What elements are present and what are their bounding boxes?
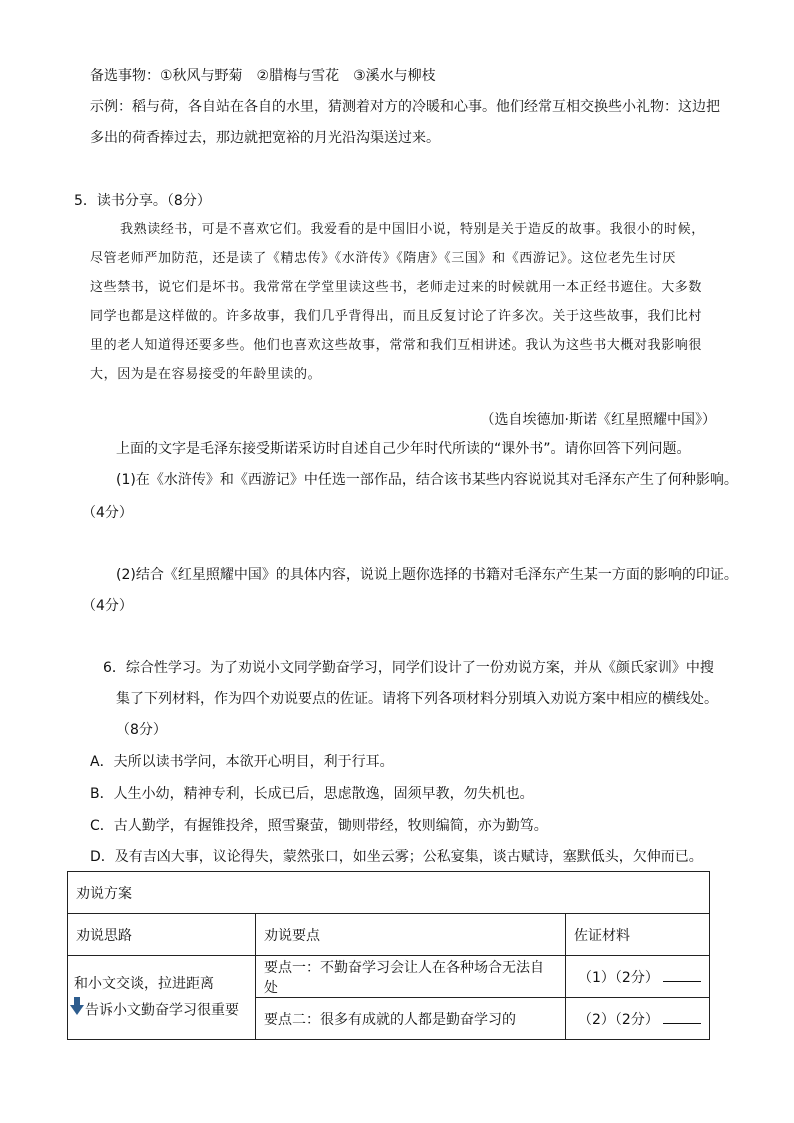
evidence-2: （2）（2分）: [578, 1011, 659, 1028]
evidence-2-cell: [566, 998, 710, 1040]
persuasion-plan-table: [67, 871, 710, 1040]
point-1: 要点一：不勤奋学习会让人在各种场合无法自处: [256, 956, 566, 998]
example-line-2: 多出的荷香捧过去，那边就把宽裕的月光沿沟渠送过来。: [90, 130, 440, 146]
header-evidence: 佐证材料: [566, 914, 710, 956]
q6-line-1: 6．综合性学习。为了劝说小文同学勤奋学习，同学们设计了一份劝说方案，并从《颜氏家训》中搜: [103, 660, 714, 676]
answer-blank-1[interactable]: [663, 969, 701, 982]
idea-2-row: [70, 997, 247, 1024]
q5-sub2: (2)结合《红星照耀中国》的具体内容，说说上题你选择的书籍对毛泽东产生某一方面的影响的印证。: [116, 567, 738, 583]
q6-score: （8分）: [116, 722, 167, 738]
q5-sub2-score: （4分）: [82, 598, 133, 614]
q6-line-2: 集了下列材料，作为四个劝说要点的佐证。请将下列各项材料分别填入劝说方案中相应的横线处。: [116, 691, 718, 707]
plan-ideas-cell: [68, 956, 256, 1040]
q5-passage-line: 里的老人知道得还要多些。他们也喜欢这些故事，常常和我们互相讲述。我认为这些书大概对我影响很: [90, 338, 703, 353]
q5-sub1-score: （4分）: [82, 505, 133, 521]
q6-choice-b: B．人生小幼，精神专利，长成已后，思虑散逸，固须早教，勿失机也。: [90, 786, 534, 802]
q5-passage-line: 大，因为是在容易接受的年龄里读的。: [90, 367, 322, 382]
idea-1: 和小文交谈，拉进距离: [74, 976, 214, 992]
q6-choice-c: C．古人勤学，有握锥投斧，照雪聚萤，锄则带经，牧则编简，亦为勤笃。: [90, 818, 548, 834]
evidence-1: （1）（2分）: [578, 969, 659, 986]
example-line-1: 示例：稻与荷，各自站在各自的水里，猜测着对方的冷暖和心事。他们经常互相交换些小礼物：这边把: [90, 99, 720, 115]
header-point: 劝说要点: [256, 914, 566, 956]
q5-passage-line: 同学也都是这样做的。许多故事，我们几乎背得出，而且反复讨论了许多次。关于这些故事，我们比村: [90, 309, 703, 324]
q5-sub1: (1)在《水浒传》和《西游记》中任选一部作品，结合该书某些内容说说其对毛泽东产生了何种影响。: [116, 472, 738, 488]
plan-title: 劝说方案: [68, 872, 710, 914]
q5-intro: 上面的文字是毛泽东接受斯诺采访时自述自己少年时代所读的“课外书”。请你回答下列问题。: [116, 441, 691, 457]
q5-title: 5．读书分享。（8分）: [74, 193, 211, 209]
idea-2: 告诉小文勤奋学习很重要: [85, 1002, 239, 1019]
options-line: 备选事物：①秋风与野菊 ②腊梅与雪花 ③溪水与柳枝: [90, 68, 436, 84]
q5-passage-line: 尽管老师严加防范，还是读了《精忠传》《水浒传》《隋唐》《三国》和《西游记》。这位老先生讨厌: [90, 251, 677, 266]
q6-choice-d: D．及有吉凶大事，议论得失，蒙然张口，如坐云雾；公私宴集，谈古赋诗，塞默低头，欠伸而已。: [90, 849, 703, 865]
arrow-down-icon: [70, 997, 84, 1024]
point-2: 要点二：很多有成就的人都是勤奋学习的: [256, 998, 566, 1040]
header-idea: 劝说思路: [68, 914, 256, 956]
q5-passage-line: 这些禁书，说它们是坏书。我常常在学堂里读这些书，老师走过来的时候就用一本正经书遮住。大多数: [90, 280, 703, 295]
q5-source: （选自埃德加·斯诺《红星照耀中国》）: [480, 412, 716, 428]
answer-blank-2[interactable]: [663, 1011, 701, 1024]
q6-choice-a: A．夫所以读书学问，本欲开心明目，利于行耳。: [90, 754, 394, 770]
evidence-1-cell: [566, 956, 710, 998]
q5-passage-line: 我熟读经书，可是不喜欢它们。我爱看的是中国旧小说，特别是关于造反的故事。我很小的时候，: [120, 222, 705, 237]
